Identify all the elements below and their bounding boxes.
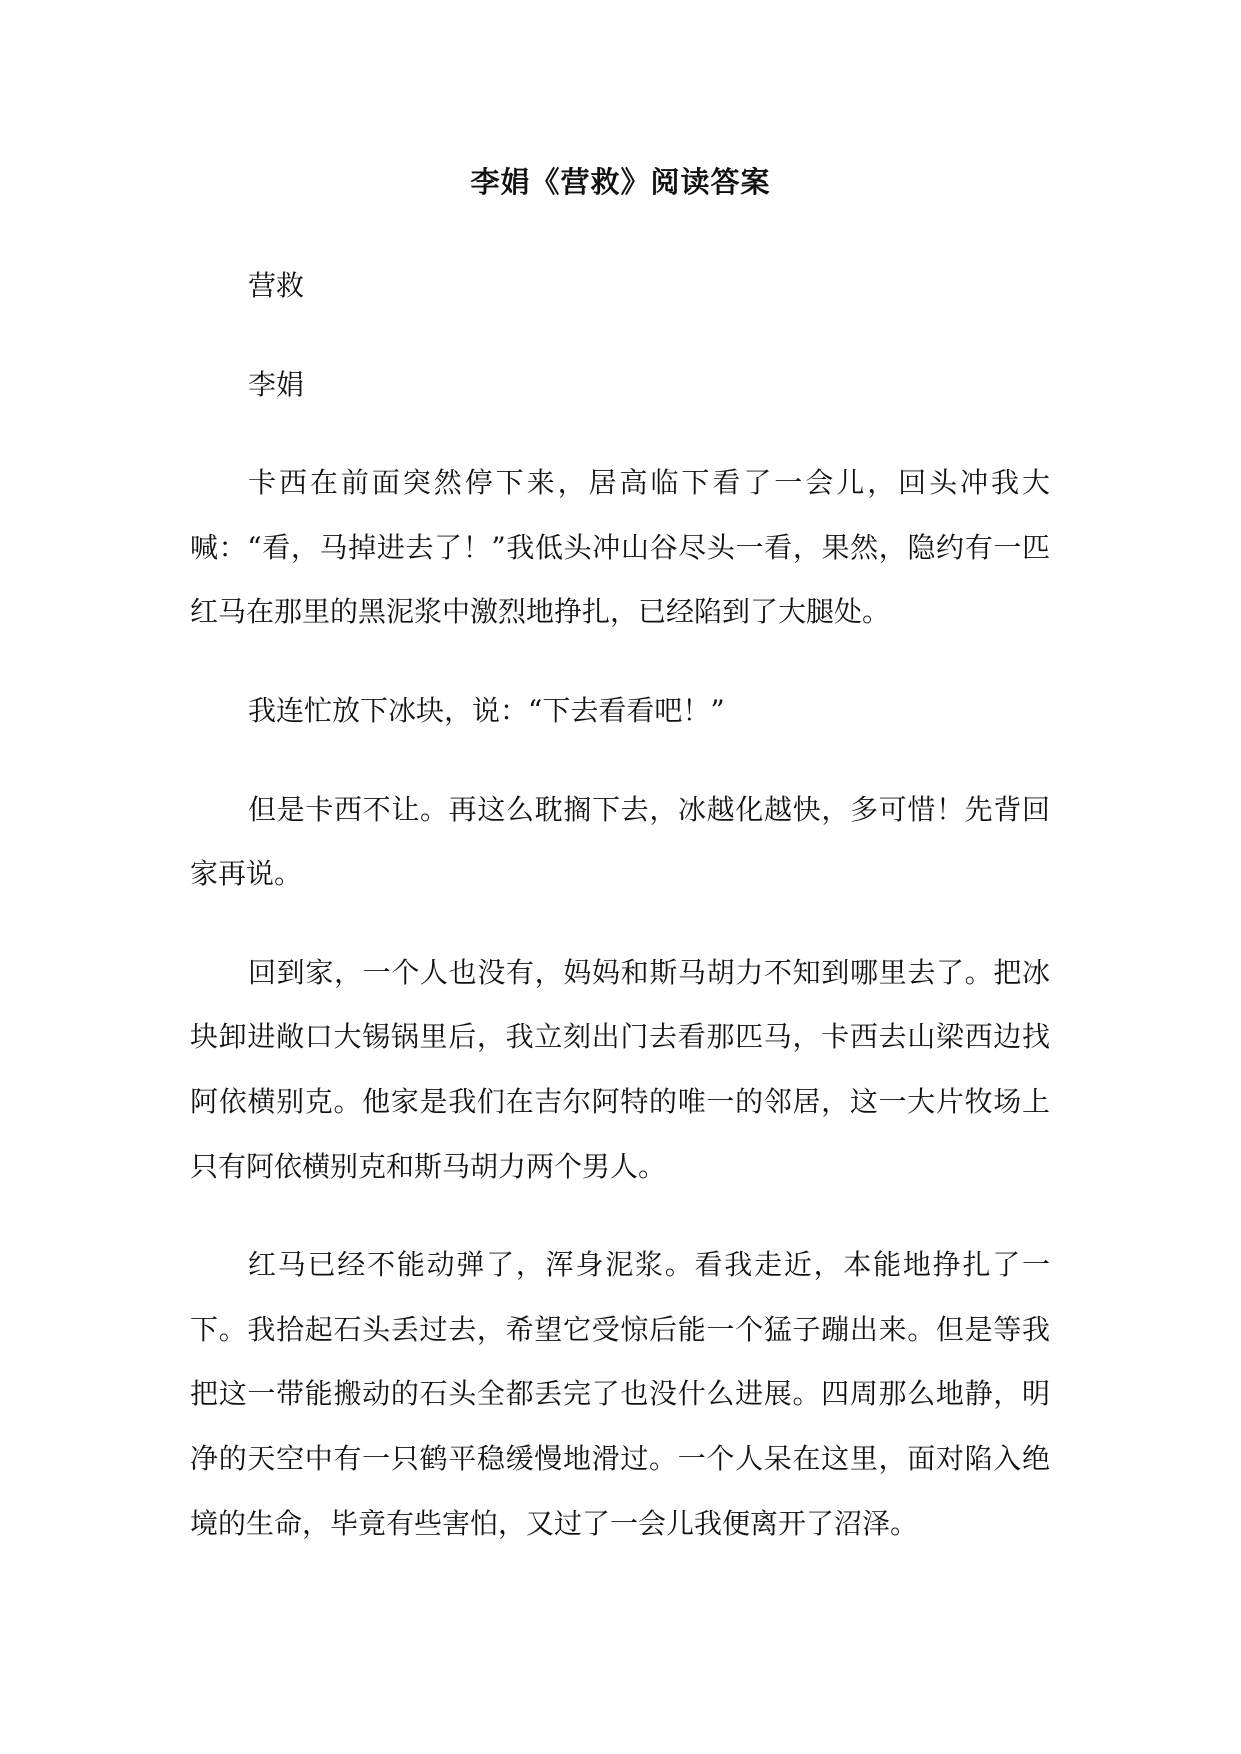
article-body bbox=[190, 254, 1050, 1590]
paragraph-1: 卡西在前面突然停下来，居高临下看了一会儿，回头冲我大喊：“看，马掉进去了！”我低头冲山谷尽头一看，果然，隐约有一匹红马在那里的黑泥浆中激烈地挣扎，已经陷到了大腿处。 bbox=[190, 466, 1050, 629]
story-title: 营救 bbox=[248, 269, 305, 302]
paragraph-2: 我连忙放下冰块，说：“下去看看吧！” bbox=[248, 693, 725, 727]
paragraph-4: 回到家，一个人也没有，妈妈和斯马胡力不知到哪里去了。把冰块卸进敞口大锡锅里后，我立刻出门去看那匹马，卡西去山梁西边找阿依横别克。他家是我们在吉尔阿特的唯一的邻居，这一大片牧场上只有阿依横别克和斯马胡力两个男人。 bbox=[190, 955, 1050, 1183]
author-name: 李娟 bbox=[248, 367, 305, 401]
paragraph-5: 红马已经不能动弹了，浑身泥浆。看我走近，本能地挣扎了一下。我拾起石头丢过去，希望它受惊后能一个猛子蹦出来。但是等我把这一带能搬动的石头全都丢完了也没什么进展。四周那么地静，明净的天空中有一只鹤平稳缓慢地滑过。一个人呆在这里，面对陷入绝境的生命，毕竟有些害怕，又过了一会儿我便离开了沼泽。 bbox=[190, 1248, 1050, 1540]
paragraph-3: 但是卡西不让。再这么耽搁下去，冰越化越快，多可惜！先背回家再说。 bbox=[190, 792, 1050, 891]
page-title: 李娟《营救》阅读答案 bbox=[470, 165, 771, 199]
